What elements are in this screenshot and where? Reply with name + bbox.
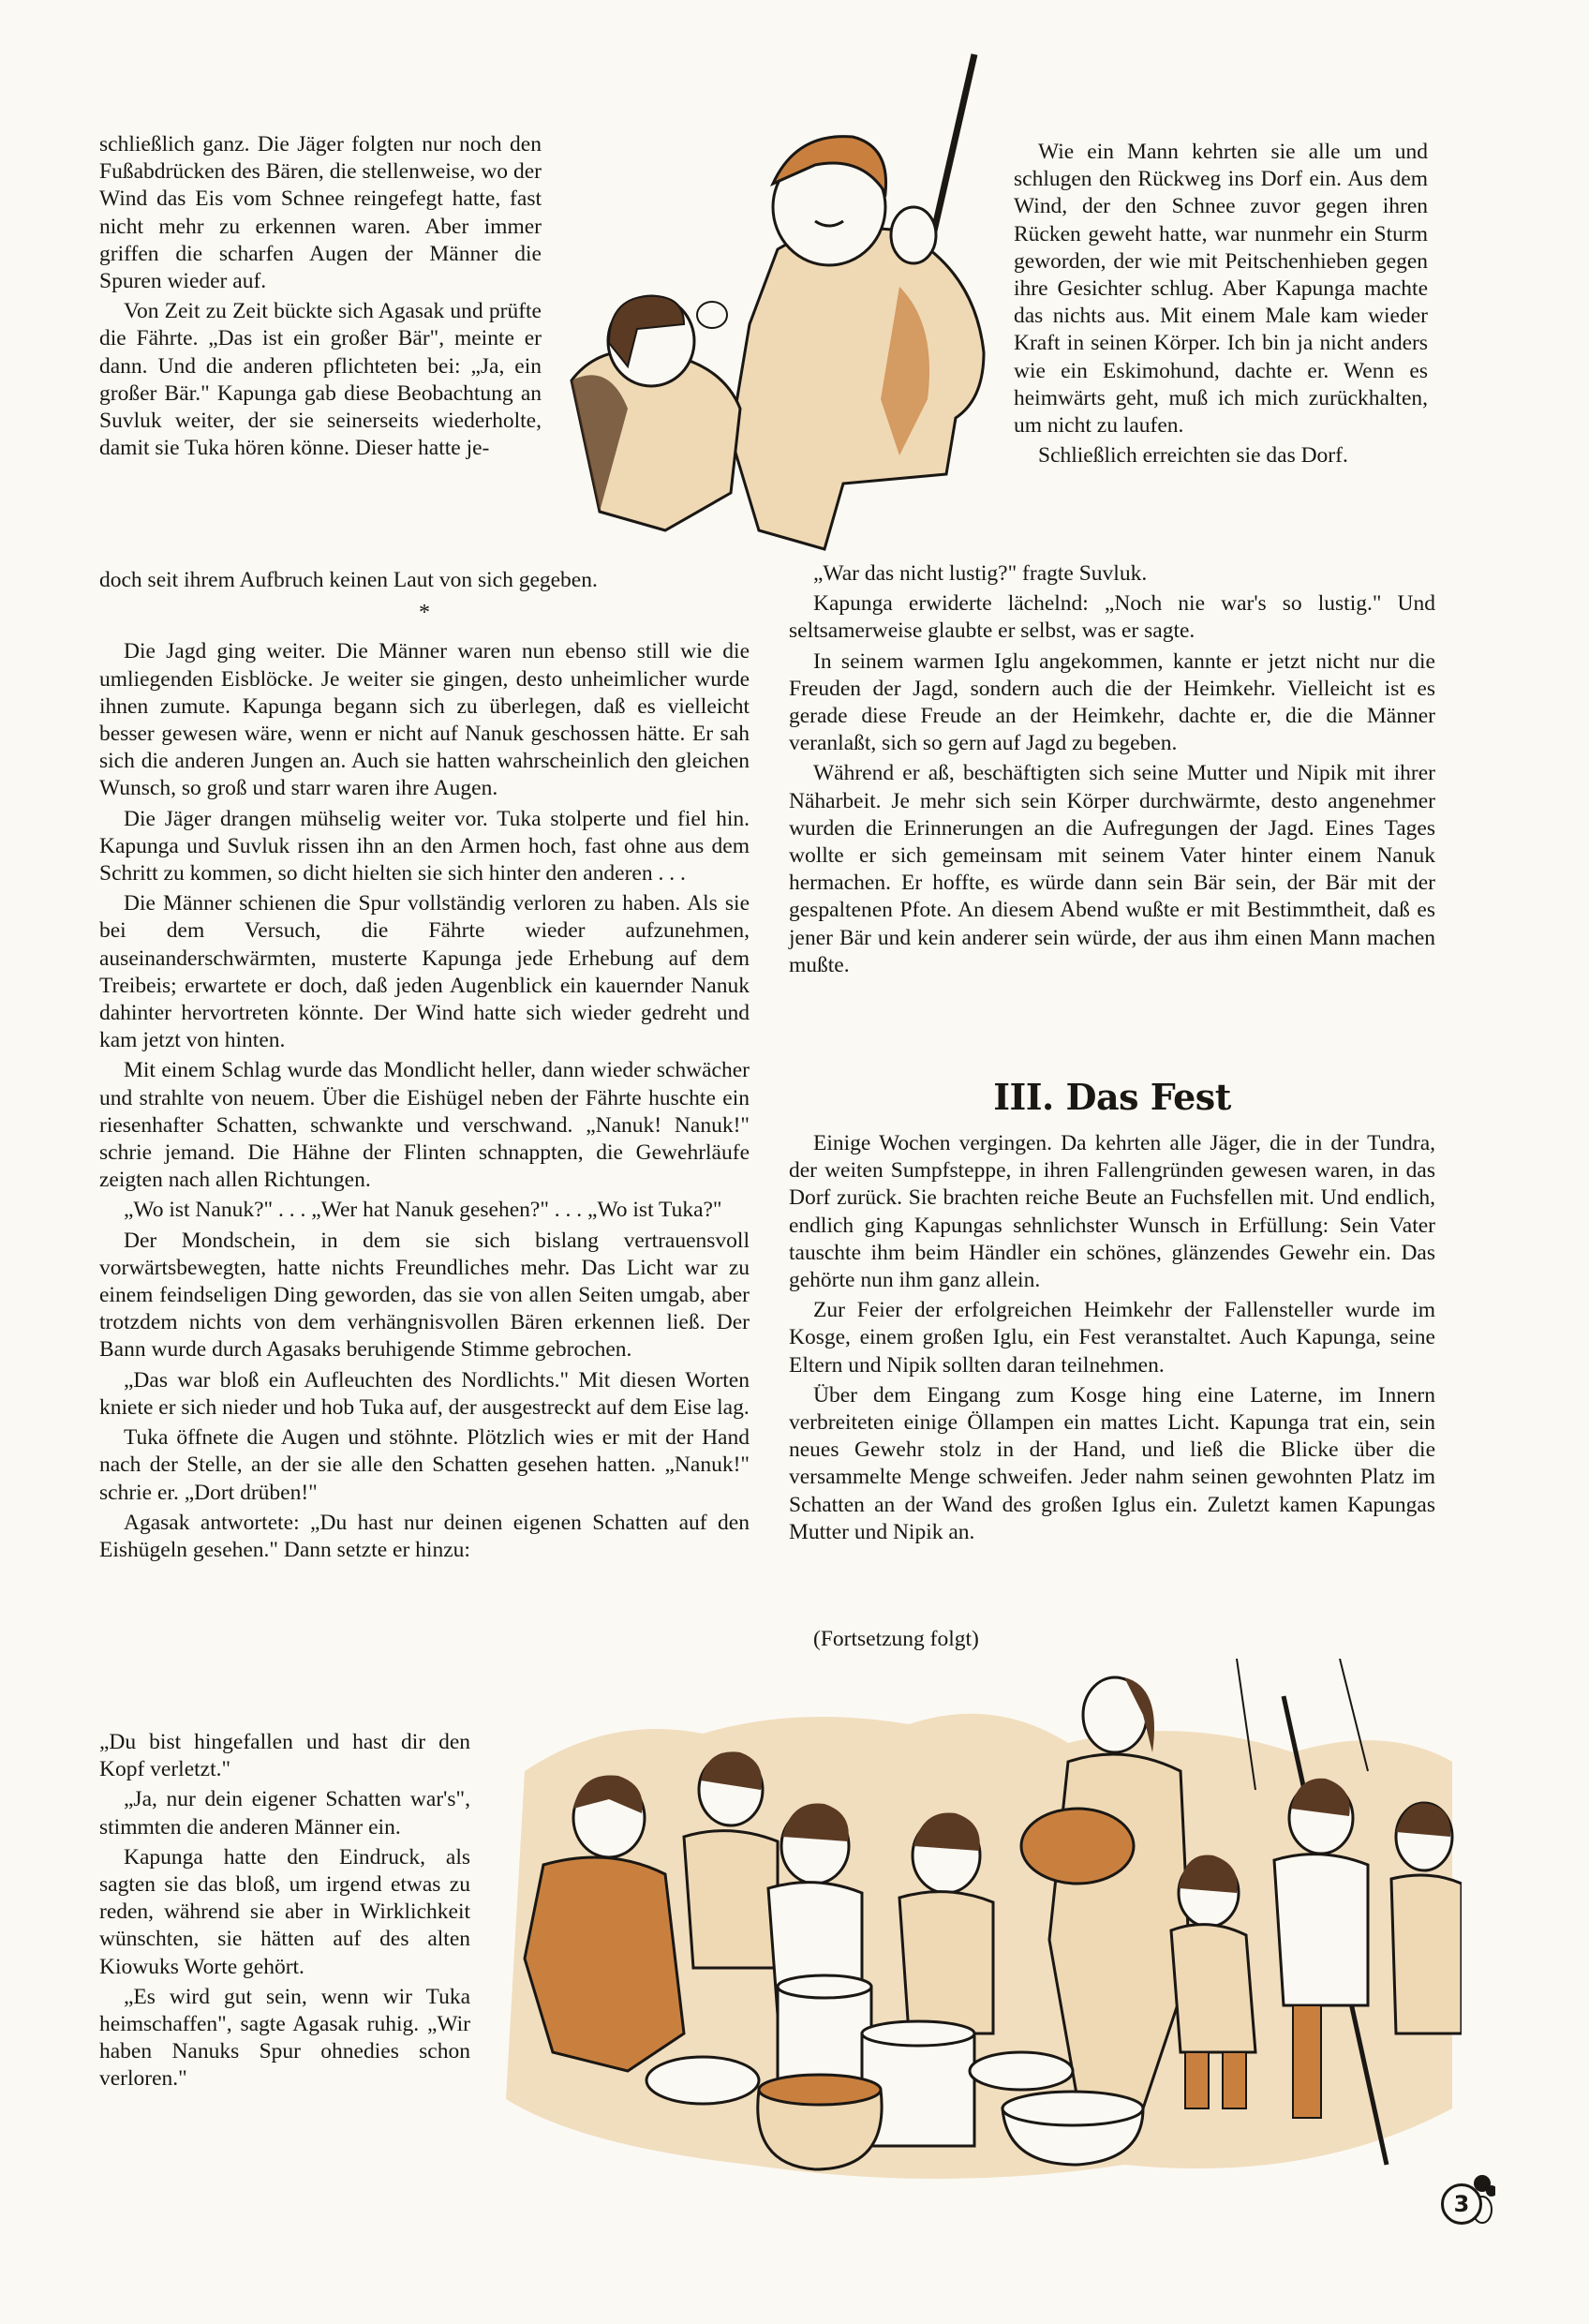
- paragraph: „Wo ist Nanuk?" . . . „Wer hat Nanuk gesehen?" . . . „Wo ist Tuka?": [124, 1198, 722, 1223]
- paragraph: schließlich ganz. Die Jäger folgten nur noch den Fußabdrücken des Bären, die stellenweise, wo der Wind das Eis vom Schnee reingefegt hatte, fast nicht mehr zu erkennen waren. Aber immer griffen die scharfen Augen der Männer die Spuren wieder auf.: [99, 132, 542, 294]
- paragraph: Zur Feier der erfolgreichen Heimkehr der Fallensteller wurde im Kosge, einem großen Iglu, ein Fest veranstaltet. Auch Kapunga, seine Eltern und Nipik sollten daran teilnehmen.: [789, 1298, 1435, 1378]
- section-break-asterisk: *: [419, 601, 430, 626]
- paragraph: Über dem Eingang zum Kosge hing eine Laterne, im Innern verbreiteten einige Öllampen ein mattes Licht. Kapunga trat ein, sein neues Gewehr stolz in der Hand, und ließ die Blicke über die versammelte Menge schweifen. Jeder nahm seinen gewohnten Platz im Schatten an der Wand des großen Iglus ein. Zuletzt kamen Kapungas Mutter und Nipik an.: [789, 1382, 1435, 1544]
- hunter-child-drawing: [543, 43, 1012, 568]
- paragraph: „Das war bloß ein Aufleuchten des Nordlichts." Mit diesen Worten kniete er sich nieder und hob Tuka auf, der ausgestreckt auf dem Eise lag.: [99, 1367, 750, 1420]
- paragraph: Die Jagd ging weiter. Die Männer waren nun ebenso still wie die umliegenden Eisblöcke. Je weiter sie gingen, desto unheimlicher wurde ihnen zumute. Kapunga begann sich zu überlegen, daß es vielleicht besser gewesen wäre, wenn er nicht auf Nanuk geschossen hätte. Er sah sich die anderen Jungen an. Auch sie hatten wahrscheinlich den gleichen Wunsch, so groß und starr waren ihre Augen.: [99, 639, 750, 801]
- paragraph: Von Zeit zu Zeit bückte sich Agasak und prüfte die Fährte. „Das ist ein großer Bär", meinte er dann. Und die anderen pflichteten bei: „Ja, ein großer Bär." Kapunga gab diese Beobachtung an Suvluk weiter, der sie seinerseits wiederholte, damit sie Tuka hören könne. Dieser hatte je-: [99, 299, 542, 461]
- paragraph: Mit einem Schlag wurde das Mondlicht heller, dann wieder schwächer und strahlte von neuem. Über die Eishügel neben der Fährte huschte ein riesenhafter Schatten, schwankte und verschwand. „Nanuk! Nanuk!" schrie jemand. Die Hähne der Flinten schnappten, die Gewehrläufe zeigten nach allen Richtungen.: [99, 1058, 750, 1193]
- left-column-bottom: [99, 1729, 470, 2096]
- paragraph: Die Männer schienen die Spur vollständig verloren zu haben. Als sie bei dem Versuch, die Fährte wieder aufzunehmen, auseinanderschwärmten, musterte Kapunga jede Erhebung auf dem Treibeis; erwartete er doch, daß jeden Augenblick ein kauernder Nanuk dahinter hervortreten könnte. Der Wind hatte sich wieder gedreht und kam jetzt von hinten.: [99, 891, 750, 1053]
- chapter-body: [789, 1130, 1435, 1549]
- bowl: [970, 2052, 1073, 2090]
- figure-man-2: [684, 1751, 778, 1968]
- paragraph: Wie ein Mann kehrten sie alle um und schlugen den Rückweg ins Dorf ein. Aus dem Wind, der den Schnee zuvor gegen ihren Rücken geweht hatte, war nunmehr ein Sturm geworden, der wie mit Peitschenhieben gegen ihre Gesichter schlug. Aber Kapunga machte das nichts aus. Mit einem Male kam wieder Kraft in seinen Körper. Ich bin ja nicht anders wie ein Eskimohund, dachte er. Wenn es heimwärts geht, muß ich mich zurückhalten, um nicht zu laufen.: [1014, 140, 1428, 439]
- continuation-note: (Fortsetzung folgt): [813, 1627, 979, 1651]
- paragraph: Der Mondschein, in dem sie sich bislang vertrauensvoll vorwärtsbewegten, hatte nichts Freundliches mehr. Das Licht war zu einem feindseligen Ding geworden, das sie von allen Seiten umgab, aber trotzdem nichts von dem verhängnisvollen Bären erkennen ließ. Der Bann wurde durch Agasaks beruhigende Stimme gebrochen.: [99, 1228, 750, 1363]
- paragraph: Während er aß, beschäftigten sich seine Mutter und Nipik mit ihrer Näharbeit. Je mehr sich sein Körper durchwärmte, desto angenehmer wurden die Erinnerungen an die Aufregungen der Jagd. Eines Tages wollte er sich gemeinsam mit seinem Vater hinter einem Nanuk hermachen. Er hoffte, es würde dann sein Bär sein, der Bär mit der gespaltenen Pfote. An diesem Abend wußte er mit Bestimmtheit, daß es jener Bär und kein anderer sein würde, der aus ihm einen Mann machen mußte.: [789, 761, 1435, 977]
- paragraph: In seinem warmen Iglu angekommen, kannte er jetzt nicht nur die Freuden der Jagd, sondern auch die der Heimkehr. Vielleicht ist es gerade diese Freude an der Heimkehr, dachte er, die die Männer veranlaßt, sich so gern auf Jagd zu begeben.: [789, 648, 1435, 756]
- bowl: [646, 2057, 759, 2104]
- hunter-body: [731, 229, 984, 550]
- paragraph: „Du bist hingefallen und hast dir den Kopf verletzt.": [99, 1730, 470, 1782]
- page-number: 3: [1441, 2183, 1482, 2225]
- paragraph: Kapunga erwiderte lächelnd: „Noch nie war's so lustig." Und seltsamerweise glaubte er selbst, was er sagte.: [789, 591, 1435, 644]
- paragraph: Agasak antwortete: „Du hast nur deinen eigenen Schatten auf den Eishügeln gesehen." Dann setzte er hinzu:: [99, 1510, 750, 1562]
- paragraph: „War das nicht lustig?" fragte Suvluk.: [813, 561, 1148, 586]
- right-column-top: [1014, 139, 1428, 472]
- paragraph: Einige Wochen vergingen. Da kehrten alle Jäger, die in der Tundra, der weiten Sumpfsteppe, in ihren Fallengründen gewesen waren, in das Dorf zurück. Sie brachten reiche Beute an Fuchsfellen mit. Und endlich, endlich ging Kapungas sehnlichster Wunsch in Erfüllung: Sein Vater tauschte ihm beim Händler ein schönes, glänzendes Gewehr ein. Das gehörte nun ihm ganz allein.: [789, 1131, 1435, 1293]
- illustration-festival-gathering: [468, 1659, 1462, 2202]
- figure-man-4: [899, 1812, 993, 2034]
- right-column-main: [789, 560, 1435, 982]
- paragraph: Kapunga hatte den Eindruck, als sagten sie das bloß, um irgend etwas zu reden, während sie aber in Wirklichkeit wünschten, sie hätten auf des alten Kiowuks Worte gehört.: [99, 1844, 470, 1979]
- paragraph: doch seit ihrem Aufbruch keinen Laut von sich gegeben.: [99, 568, 598, 592]
- figure-man-far-right: [1391, 1803, 1462, 2034]
- left-column-main: [99, 567, 750, 1567]
- festival-drawing: [468, 1659, 1462, 2202]
- paragraph: Tuka öffnete die Augen und stöhnte. Plötzlich wies er mit der Hand nach der Stelle, an der sie alle den Schatten gesehen hatten. „Nanuk!" schrie er. „Dort drüben!": [99, 1425, 750, 1505]
- paragraph: „Ja, nur dein eigener Schatten war's", stimmten die anderen Männer ein.: [99, 1787, 470, 1840]
- illustration-hunter-and-child: [543, 43, 1012, 568]
- left-column-top: [99, 131, 542, 465]
- paragraph: Schließlich erreichten sie das Dorf.: [1038, 443, 1348, 469]
- chapter-heading: III. Das Fest: [993, 1076, 1231, 1118]
- paragraph: „Es wird gut sein, wenn wir Tuka heimschaffen", sagte Agasak ruhig. „Wir haben Nanuks Spur ohnedies schon verloren.": [99, 1984, 470, 2092]
- paragraph: Die Jäger drangen mühselig weiter vor. Tuka stolperte und fiel hin. Kapunga und Suvluk rissen ihn an den Armen hoch, fast ohne aus dem Schritt zu kommen, so dicht hielten sie sich hinter den anderen . . .: [99, 806, 750, 886]
